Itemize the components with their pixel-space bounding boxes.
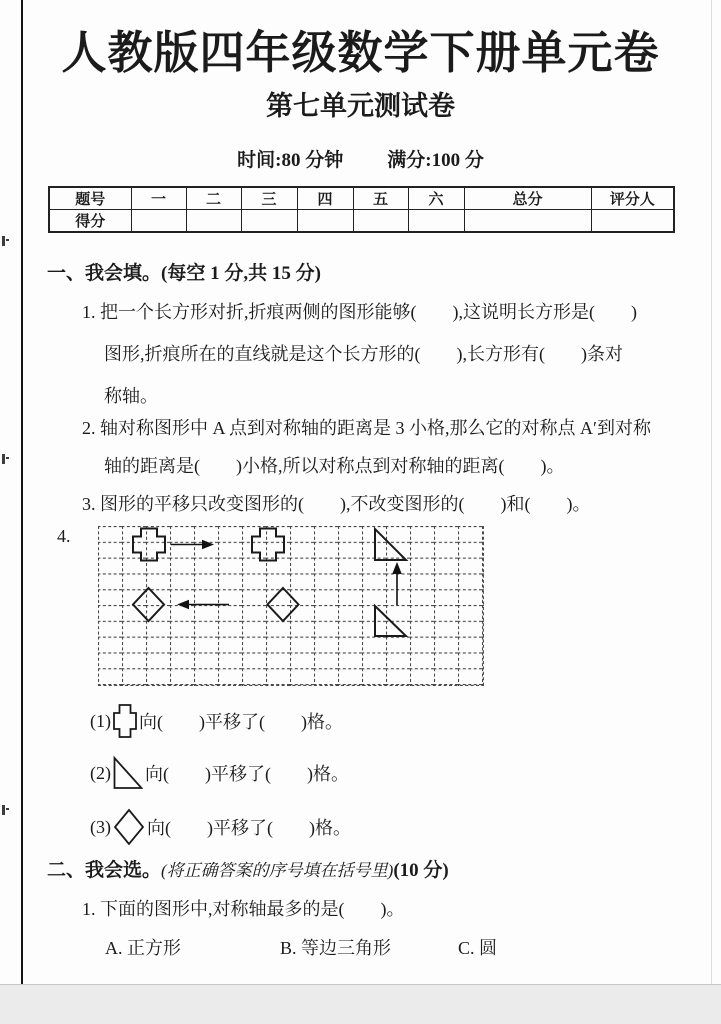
q3-line: 3. 图形的平移只改变图形的( ),不改变图形的( )和( )。 <box>82 494 591 514</box>
exam-time: 时间:80 分钟 <box>237 150 344 171</box>
score-cell-empty <box>464 210 591 233</box>
part-text: 向( )平移了( )格。 <box>147 818 351 838</box>
exam-info-line <box>0 145 721 172</box>
page-title: 人教版四年级数学下册单元卷 <box>61 28 660 78</box>
score-table-header-cell: 六 <box>408 187 464 210</box>
scan-artifact-mark <box>2 454 5 464</box>
exam-full-score: 满分:100 分 <box>387 150 484 171</box>
part-text: 向( )平移了( )格。 <box>145 764 349 784</box>
score-cell-empty <box>186 210 241 233</box>
part-number: (2) <box>90 762 111 783</box>
score-table-header-row <box>49 187 674 210</box>
section-two-heading-note: (将正确答案的序号填在括号里) <box>161 861 394 880</box>
scan-bottom-strip <box>0 984 721 1024</box>
part-number: (3) <box>90 816 111 837</box>
choice-option-c: C. 圆 <box>458 938 498 958</box>
score-table-score-row <box>49 210 674 233</box>
dashed-grid <box>98 526 484 686</box>
q1-line-3: 称轴。 <box>104 386 158 406</box>
section-two-heading <box>47 858 449 883</box>
q2-line-1: 2. 轴对称图形中 A 点到对称轴的距离是 3 小格,那么它的对称点 A′到对称 <box>82 418 651 438</box>
part-text: 向( )平移了( )格。 <box>139 712 343 732</box>
score-table-header-cell: 二 <box>186 187 241 210</box>
part-number: (1) <box>90 710 111 731</box>
translation-grid-figure <box>98 526 484 686</box>
q4-part-2 <box>90 753 349 793</box>
cross-icon <box>113 703 137 739</box>
score-cell-empty <box>353 210 408 233</box>
q4-part-1 <box>90 701 343 741</box>
q4-part-3 <box>90 807 351 847</box>
scan-artifact-mark <box>2 805 5 815</box>
score-table-header-cell: 评分人 <box>591 187 674 210</box>
score-table-header-cell: 一 <box>131 187 186 210</box>
q1-line-2: 图形,折痕所在的直线就是这个长方形的( ),长方形有( )条对 <box>104 344 623 364</box>
scan-artifact-mark <box>2 236 5 246</box>
score-table-header-cell: 四 <box>297 187 353 210</box>
score-table <box>48 186 675 233</box>
section-one-heading: 一、我会填。(每空 1 分,共 15 分) <box>47 263 321 284</box>
page-subtitle: 第七单元测试卷 <box>266 91 455 121</box>
score-table-header-cell: 总分 <box>464 187 591 210</box>
q4-number: 4. <box>57 526 71 546</box>
section-two-heading-main: 二、我会选。 <box>47 860 162 881</box>
score-cell-empty <box>241 210 297 233</box>
section-two-heading-score: (10 分) <box>393 860 449 881</box>
choice-option-b: B. 等边三角形 <box>280 938 392 958</box>
score-cell-empty <box>408 210 464 233</box>
score-table-header-cell: 题号 <box>49 187 131 210</box>
choice-option-a: A. 正方形 <box>105 938 181 958</box>
right-triangle-icon <box>113 755 143 791</box>
diamond-icon <box>113 808 145 846</box>
score-cell-empty <box>591 210 674 233</box>
score-table-header-cell: 五 <box>353 187 408 210</box>
choice-q1: 1. 下面的图形中,对称轴最多的是( )。 <box>82 899 405 919</box>
score-table-header-cell: 三 <box>241 187 297 210</box>
q2-line-2: 轴的距离是( )小格,所以对称点到对称轴的距离( )。 <box>104 456 565 476</box>
score-cell-empty <box>297 210 353 233</box>
q1-line-1: 1. 把一个长方形对折,折痕两侧的图形能够( ),这说明长方形是( ) <box>82 302 637 322</box>
score-row-label: 得分 <box>49 210 131 233</box>
score-cell-empty <box>131 210 186 233</box>
